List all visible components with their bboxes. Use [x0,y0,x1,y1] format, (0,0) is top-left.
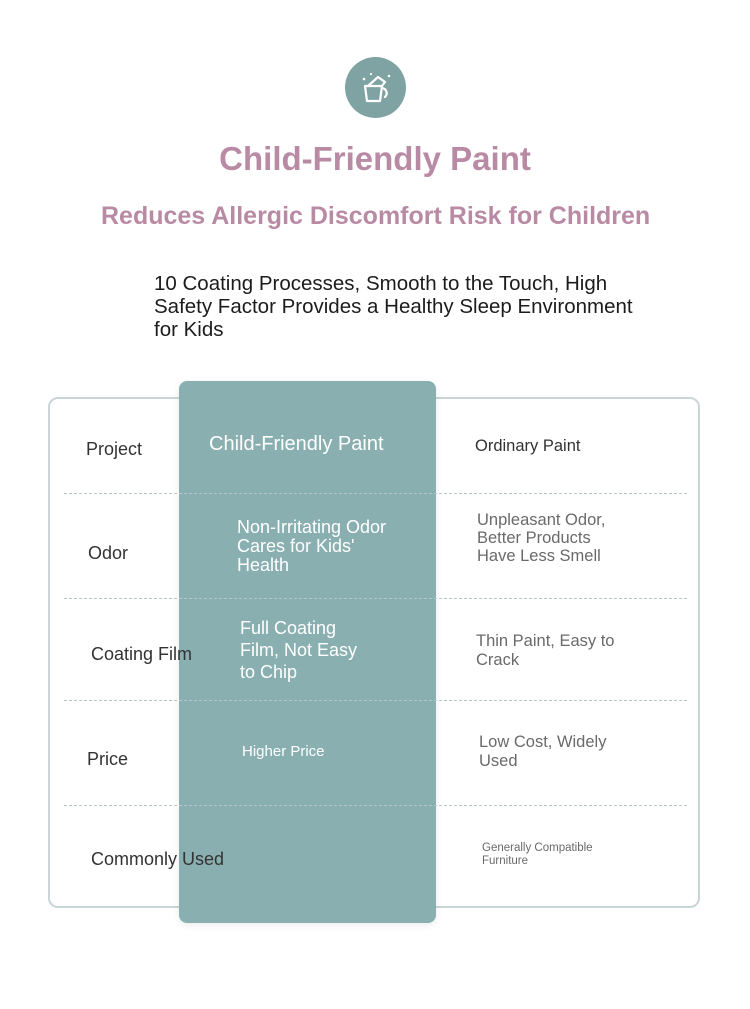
row-divider [64,598,687,599]
row-divider [64,805,687,806]
page-title: Child-Friendly Paint [219,140,531,177]
child-friendly-coating-film: Full Coating Film, Not Easy to Chip [240,618,358,682]
row-divider [64,493,687,494]
paint-bucket-icon [345,57,406,118]
child-friendly-price: Higher Price [242,743,325,760]
child-friendly-odor: Non-Irritating Odor Cares for Kids' Health [237,517,387,575]
row-label-commonly-used: Commonly Used [91,849,225,869]
header-child-friendly: Child-Friendly Paint [209,433,384,455]
page-subtitle: Reduces Allergic Discomfort Risk for Children [101,202,651,230]
ordinary-coating-film: Thin Paint, Easy to Crack [476,632,615,669]
page-description: 10 Coating Processes, Smooth to the Touch, High Safety Factor Provides a Healthy Sleep Environment for Kids [154,272,633,341]
header-label-project: Project [86,439,143,459]
row-divider [64,700,687,701]
row-label-odor: Odor [88,543,129,563]
ordinary-odor: Unpleasant Odor, Better Products Have Less Smell [477,511,606,565]
header-ordinary: Ordinary Paint [475,437,581,455]
row-label-price: Price [87,749,129,769]
ordinary-price: Low Cost, Widely Used [479,733,607,770]
row-label-coating-film: Coating Film [91,644,193,664]
ordinary-commonly-used: Generally Compatible Furniture [482,842,593,867]
